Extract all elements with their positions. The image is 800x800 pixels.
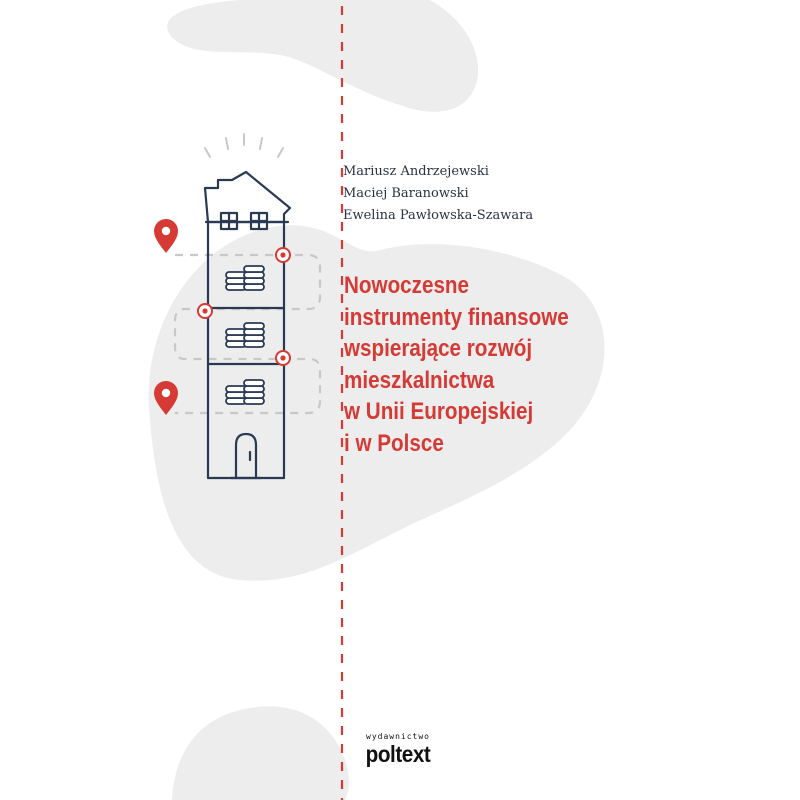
house-roof (205, 172, 290, 222)
title-line: w Unii Europejskiej (344, 398, 534, 425)
publisher-name: poltext (365, 741, 431, 767)
map-pin-icon-top (154, 219, 178, 253)
publisher-prefix: wydawnictwo (366, 732, 430, 741)
coins-icon-floor-3 (226, 380, 264, 404)
target-dot-icon-3 (276, 351, 290, 365)
coins-icon-floor-1 (226, 266, 264, 290)
author-name: Ewelina Pawłowska-Szawara (343, 208, 534, 223)
attic-window-right (251, 213, 267, 229)
map-pin-icon-bottom (154, 381, 178, 415)
author-name: Maciej Baranowski (343, 186, 469, 201)
attic-window-left (221, 213, 237, 229)
title-line: i w Polsce (344, 429, 444, 457)
coins-icon-floor-2 (226, 323, 264, 347)
target-dot-icon-1 (276, 248, 290, 262)
book-title (344, 270, 705, 459)
sparkle-rays (205, 134, 283, 157)
title-line: wspierające rozwój (344, 335, 533, 362)
publisher-logo (348, 732, 448, 766)
author-name: Mariusz Andrzejewski (343, 164, 489, 179)
title-line: instrumenty finansowe (344, 303, 569, 331)
author-list (343, 161, 533, 227)
door-icon (236, 434, 256, 478)
title-line: Nowoczesne (344, 272, 470, 299)
target-dot-icon-2 (198, 304, 212, 318)
house-body (208, 222, 284, 478)
title-line: mieszkalnictwa (344, 366, 495, 394)
